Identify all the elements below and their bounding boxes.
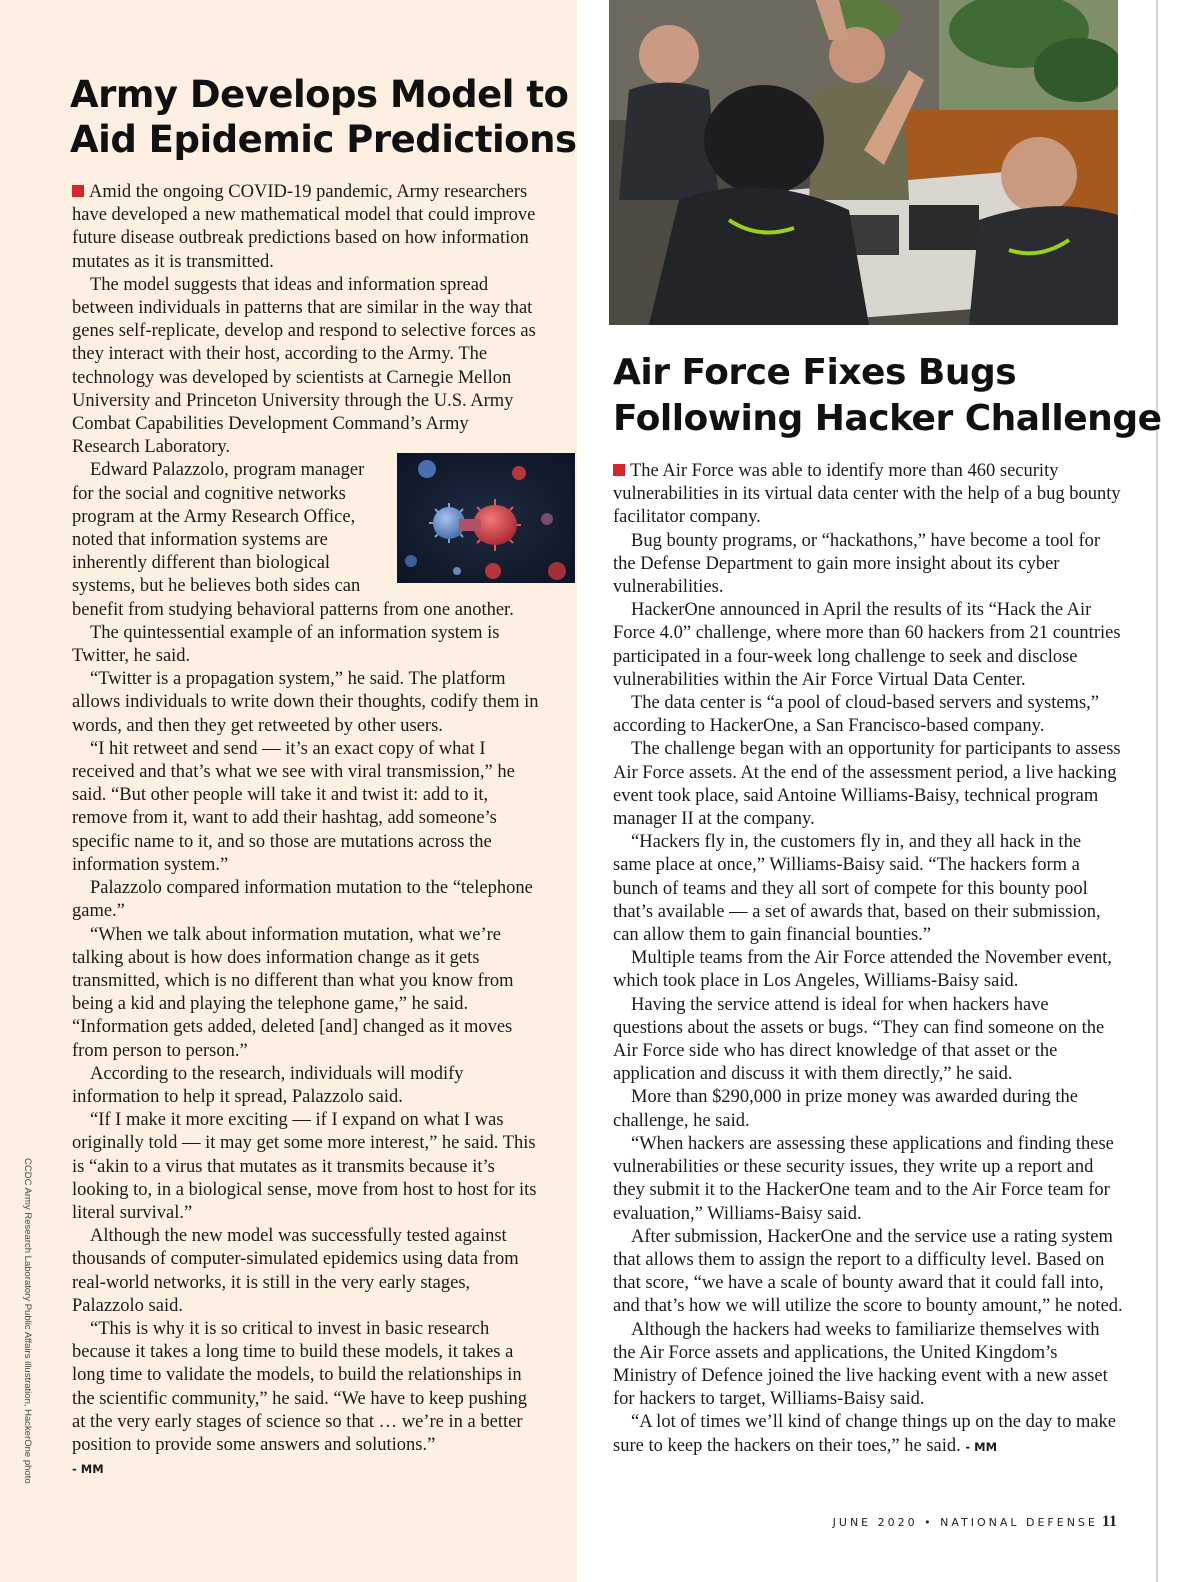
article-paragraph: “When hackers are assessing these applications and finding these vulnerabilities or these security issues, they write up a report and they submit it to the HackerOne team and to the Air Force team for evaluation,” Williams-Baisy said. (613, 1133, 1114, 1224)
article-paragraph: The model suggests that ideas and information spread between individuals in patterns that are similar in the way that genes self-replicate, develop and respond to selective forces as they interact with their host, according to the Army. The technology was developed by scientists at Carnegie Mellon University and Princeton University through the U.S. Army Combat Capabilities Development Command’s Army Research Laboratory. (72, 274, 536, 458)
article-paragraph: Amid the ongoing COVID-19 pandemic, Army researchers have developed a new mathematical model that could improve future disease outbreak predictions based on how information mutates as it is transmitted. (72, 182, 536, 272)
red-square-bullet-icon (613, 464, 625, 476)
article-paragraph: “A lot of times we’ll kind of change things up on the day to make sure to keep the hackers on their toes,” he said. - MM (613, 1412, 1117, 1456)
article-signature: - MM (72, 1462, 104, 1477)
article-paragraph: According to the research, individuals will modify information to help it spread, Palazzolo said. (72, 1063, 464, 1107)
article-paragraph: Having the service attend is ideal for when hackers have questions about the assets or bugs. “They can find someone on the Air Force side who has direct knowledge of that asset or the application and discuss it with them directly,” he said. (613, 994, 1105, 1085)
red-square-bullet-icon (72, 185, 84, 197)
issue-label: JUNE 2020 • NATIONAL DEFENSE (832, 1516, 1098, 1529)
hackathon-photo (609, 0, 1118, 325)
left-article-body (72, 181, 540, 1481)
right-article-headline (613, 350, 1162, 442)
article-paragraph: The Air Force was able to identify more than 460 security vulnerabilities in its virtual data center with the help of a bug bounty facilitator company. (613, 461, 1121, 528)
article-paragraph: Although the hackers had weeks to familiarize themselves with the Air Force assets and applications, the United Kingdom’s Ministry of Defence joined the live hacking event with a new asset for hackers to target, Williams-Baisy said. (613, 1319, 1108, 1410)
article-paragraph: Edward Palazzolo, program manager for the social and cognitive networks program at the Army Research Office, noted that information systems are inherently different than biological systems, but he believes both sides can benefit from studying behavioral patterns from one another. (72, 459, 540, 621)
hackers-high-five-photo (609, 0, 1118, 325)
article-paragraph: The quintessential example of an information system is Twitter, he said. (72, 622, 500, 667)
page-number: 11 (1101, 1513, 1117, 1530)
article-paragraph: The data center is “a pool of cloud-based servers and systems,” according to HackerOne, a San Francisco-based company. (613, 693, 1099, 737)
article-paragraph: Multiple teams from the Air Force attended the November event, which took place in Los Angeles, Williams-Baisy said. (613, 948, 1112, 992)
article-paragraph: “Hackers fly in, the customers fly in, and they all hack in the same place at once,” Williams-Baisy said. “The hackers form a bunch of teams and they all sort of compete for this bounty pool that’s available — a set of awards that, based on their submission, can allow them to gain financial bounties.” (613, 832, 1101, 946)
article-paragraph: Palazzolo compared information mutation to the “telephone game.” (72, 878, 533, 922)
article-paragraph: “If I make it more exciting — if I expand on what I was originally told — it may get some more interest,” he said. This is “akin to a virus that mutates as it transmits because it’s looking to, in a biological sense, move from host to host for its literal survival.” (72, 1110, 537, 1223)
article-paragraph: “Twitter is a propagation system,” he said. The platform allows individuals to write down their thoughts, codify them in words, and then they get retweeted by other users. (72, 669, 539, 736)
page-footer (833, 1513, 1117, 1531)
article-paragraph: More than $290,000 in prize money was awarded during the challenge, he said. (613, 1087, 1078, 1131)
headline-line: Air Force Fixes Bugs (613, 352, 1017, 393)
virus-illustration (397, 453, 575, 583)
article-signature: - MM (965, 1439, 998, 1454)
article-paragraph: “I hit retweet and send — it’s an exact copy of what I received and that’s what we see with viral transmission,” he said. “But other people will take it and twist it: add to it, remove from it, want to add their hashtag, add someone’s specific name to it, and so those are mutations across the information system.” (72, 738, 515, 875)
page-edge-line (1156, 0, 1158, 1582)
headline-line: Following Hacker Challenge (613, 398, 1162, 439)
photo-credit: CCDC Army Research Laboratory Public Affairs illustration, HackerOne photo (22, 1158, 33, 1484)
headline-line: Aid Epidemic Predictions (70, 118, 577, 161)
headline-line: Army Develops Model to (70, 73, 569, 116)
article-paragraph: After submission, HackerOne and the service use a rating system that allows them to assign the report to a difficulty level. Based on that score, “we have a scale of bounty award that it could fall into, and that’s how we will utilize the score to bounty amount,” he noted. (613, 1226, 1123, 1317)
article-paragraph: “This is why it is so critical to invest in basic research because it takes a long time to build these models, it takes a long time to validate the models, to build the relationships in the scientific community,” he said. “We have to keep pushing at the very early stages of science so that … we’re in a better position to provide some answers and solutions.” (72, 1318, 528, 1455)
article-paragraph: Bug bounty programs, or “hackathons,” have become a tool for the Defense Department to gain more insight about its cyber vulnerabilities. (613, 530, 1101, 598)
article-paragraph: The challenge began with an opportunity for participants to assess Air Force assets. At the end of the assessment period, a live hacking event took place, said Antoine Williams-Baisy, technical program manager II at the company. (613, 739, 1121, 830)
article-paragraph: Although the new model was successfully tested against thousands of computer-simulated epidemics using data from real-world networks, it is still in the very early stages, Palazzolo said. (72, 1226, 519, 1316)
right-article-body (613, 460, 1123, 1459)
article-paragraph: “When we talk about information mutation, what we’re talking about is how does information change as it gets transmitted, which is no different than what you know from being a kid and playing the telephone game,” he said. “Information gets added, deleted [and] changed as it moves from person to person.” (72, 924, 514, 1061)
left-article-headline (70, 72, 576, 162)
article-paragraph: HackerOne announced in April the results of its “Hack the Air Force 4.0” challenge, where more than 60 hackers from 21 countries participated in a four-week long challenge to seek and disclose vulnerabilities within the Air Force Virtual Data Center. (613, 600, 1121, 690)
